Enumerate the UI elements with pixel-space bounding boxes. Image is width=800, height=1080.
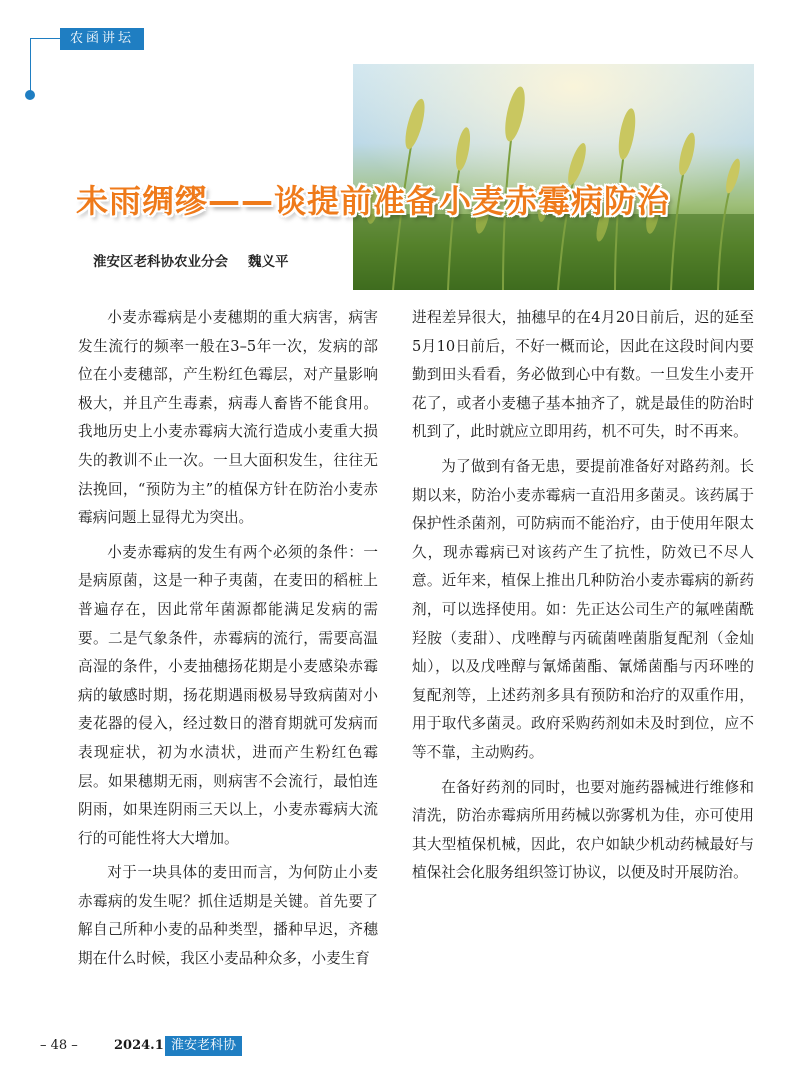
paragraph: 在备好药剂的同时，也要对施药器械进行维修和清洗，防治赤霉病所用药械以弥雾机为佳，亦可使用其大型植保机械，因此，农户如缺少机动药械最好与植保社会化服务组织签订协议，以便及时开展防治。 (412, 778, 754, 882)
body-column-left (78, 304, 378, 980)
article-title: 未雨绸缪——谈提前准备小麦赤霉病防治 (76, 182, 671, 220)
byline-author: 魏义平 (248, 254, 289, 270)
paragraph: 小麦赤霉病的发生有两个必须的条件：一是病原菌，这是一种子夷菌，在麦田的稻桩上普遍存在，因此常年菌源都能满足发病的需要。二是气象条件，赤霉病的流行，需要高温高湿的条件，小麦抽穗扬花期是小麦感染赤霉病的敏感时期，扬花期遇雨极易导致病菌对小麦花器的侵入，经过数日的潜育期就可发病而表现症状，初为水渍状，进而产生粉红色霉层。如果穗期无雨，则病害不会流行，最怕连阴雨，如果连阴雨三天以上，小麦赤霉病大流行的可能性将大大增加。 (78, 543, 378, 847)
byline (93, 250, 289, 270)
page-number: – 48 – (40, 1038, 78, 1053)
paragraph: 小麦赤霉病是小麦穗期的重大病害，病害发生流行的频率一般在3–5年一次，发病的部位在小麦穗部，产生粉红色霉层，对产量影响极大，并且产生毒素，病毒人畜皆不能食用。我地历史上小麦赤霉病大流行造成小麦重大损失的教训不止一次。一旦大面积发生，往往无法挽回，“预防为主”的植保方针在防治小麦赤霉病问题上显得尤为突出。 (78, 309, 378, 527)
header-dot (25, 90, 35, 100)
journal-name: 淮安老科协 (165, 1036, 242, 1056)
header-rule (30, 38, 60, 39)
body-column-right (412, 304, 754, 894)
header-rule-vertical (30, 38, 31, 93)
byline-org: 淮安区老科协农业分会 (93, 254, 228, 270)
issue-number: 2024.1 (114, 1038, 164, 1053)
column-tag: 农函讲坛 (60, 28, 144, 50)
paragraph: 为了做到有备无患，要提前准备好对路药剂。长期以来，防治小麦赤霉病一直沿用多菌灵。该药属于保护性杀菌剂，可防病而不能治疗，由于使用年限太久，现赤霉病已对该药产生了抗性，防效已不尽人意。近年来，植保上推出几种防治小麦赤霉病的新药剂，可以选择使用。如：先正达公司生产的氟唑菌酰羟胺（麦甜）、戊唑醇与丙硫菌唑菌脂复配剂（金灿灿），以及戊唑醇与氰烯菌酯、氰烯菌酯与丙环唑的复配剂等，上述药剂多具有预防和治疗的双重作用，用于取代多菌灵。政府采购药剂如未及时到位，应不等不靠，主动购药。 (412, 457, 754, 761)
paragraph-continuation: 进程差异很大，抽穗早的在4月20日前后，迟的延至5月10日前后，不好一概而论，因此在这段时间内要勤到田头看看，务必做到心中有数。一旦发生小麦开花了，或者小麦穗子基本抽齐了，就是最佳的防治时机到了，此时就应立即用药，机不可失，时不再来。 (412, 309, 754, 441)
paragraph: 对于一块具体的麦田而言，为何防止小麦赤霉病的发生呢？抓住适期是关键。首先要了解自己所种小麦的品种类型，播种早迟，齐穗期在什么时候，我区小麦品种众多，小麦生育 (78, 864, 378, 968)
